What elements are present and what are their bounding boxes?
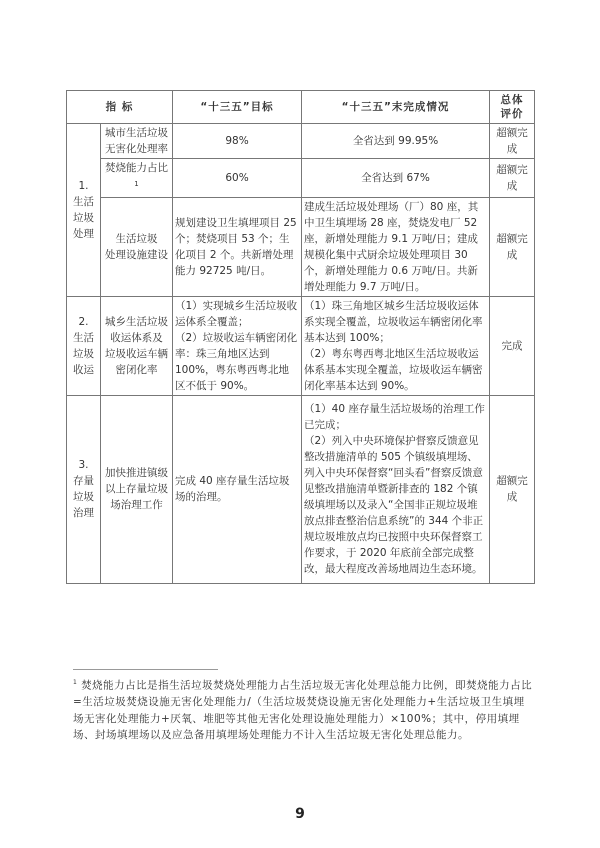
category-cell: 2. 生活 垃圾 收运: [67, 296, 101, 395]
result-cell: 全省达到 99.95%: [302, 124, 490, 159]
footnote-ref[interactable]: 1: [134, 180, 139, 188]
result-cell: （1）珠三角地区城乡生活垃圾收运体系实现全覆盖，垃圾收运车辆密闭化率基本达到 100%； （2）粤东粤西粤北地区生活垃圾收运体系基本实现全覆盖，垃圾收运车辆密闭化率基本达到 90%。: [302, 296, 490, 395]
rating-cell: 超额完成: [490, 124, 535, 159]
header-row: [67, 91, 535, 124]
table-row: [67, 124, 535, 159]
rating-cell: 超额完成: [490, 159, 535, 198]
target-cell: 60%: [173, 159, 302, 198]
table-row: [67, 296, 535, 395]
result-cell: 全省达到 67%: [302, 159, 490, 198]
category-cell: 1. 生活 垃圾 处理: [67, 124, 101, 297]
indicator-text: 焚烧能力占比: [105, 162, 168, 174]
header-target: “十三五”目标: [173, 91, 302, 124]
indicator-cell: 生活垃圾 处理设施建设: [101, 197, 173, 296]
indicator-cell: [101, 159, 173, 198]
table-row: [67, 159, 535, 198]
page-number: 9: [295, 806, 305, 822]
indicator-cell: 城市生活垃圾 无害化处理率: [101, 124, 173, 159]
table-row: [67, 395, 535, 583]
table-row: [67, 197, 535, 296]
footnote-divider: [73, 669, 218, 670]
target-cell: （1）实现城乡生活垃圾收运体系全覆盖； （2）垃圾收运车辆密闭化率：珠三角地区达到 100%，粤东粤西粤北地区不低于 90%。: [173, 296, 302, 395]
target-cell: 完成 40 座存量生活垃圾场的治理。: [173, 395, 302, 583]
category-cell: 3. 存量 垃圾 治理: [67, 395, 101, 583]
footnote: [73, 675, 533, 744]
targets-completion-table: [66, 90, 535, 584]
rating-cell: 超额完成: [490, 197, 535, 296]
header-rating: 总体 评价: [490, 91, 535, 124]
indicator-cell: 加快推进镇级 以上存量垃圾 场治理工作: [101, 395, 173, 583]
target-cell: 98%: [173, 124, 302, 159]
result-cell: （1）40 座存量生活垃圾场的治理工作已完成； （2）列入中央环境保护督察反馈意见整改措施清单的 505 个镇级填埋场、列入中央环保督察“回头看”督察反馈意见整改措施清单暨新排查的 182 个镇级填埋场以及录入“全国非正规垃圾堆放点排查整治信息系统”的 344 个非正规垃圾堆放点均已按照中央环保督察工作要求，于 2020 年底前全部完成整改，最大程度改善场地周边生态环境。: [302, 395, 490, 583]
indicator-cell: 城乡生活垃圾 收运体系及 垃圾收运车辆 密闭化率: [101, 296, 173, 395]
rating-cell: 超额完成: [490, 395, 535, 583]
rating-cell: 完成: [490, 296, 535, 395]
result-cell: 建成生活垃圾处理场（厂）80 座，其中卫生填埋场 28 座，焚烧发电厂 52 座，新增处理能力 9.1 万吨/日；建成规模化集中式厨余垃圾处理项目 30 个，新增处理能力 0.6 万吨/日。共新增处理能力 9.7 万吨/日。: [302, 197, 490, 296]
header-result: “十三五”末完成情况: [302, 91, 490, 124]
footnote-text: 焚烧能力占比是指生活垃圾焚烧处理能力占生活垃圾无害化处理总能力比例，即焚烧能力占比=生活垃圾焚烧设施无害化处理能力/（生活垃圾焚烧设施无害化处理能力+生活垃圾卫生填埋场无害化处理能力+厌氧、堆肥等其他无害化处理设施处理能力）×100%；其中，停用填埋场、封场填埋场以及应急备用填埋场处理能力不计入生活垃圾无害化处理总能力。: [73, 679, 533, 741]
header-indicator: 指 标: [67, 91, 173, 124]
footnote-marker: 1: [73, 679, 78, 686]
target-cell: 规划建设卫生填埋项目 25 个；焚烧项目 53 个；生化项目 2 个。共新增处理能力 92725 吨/日。: [173, 197, 302, 296]
